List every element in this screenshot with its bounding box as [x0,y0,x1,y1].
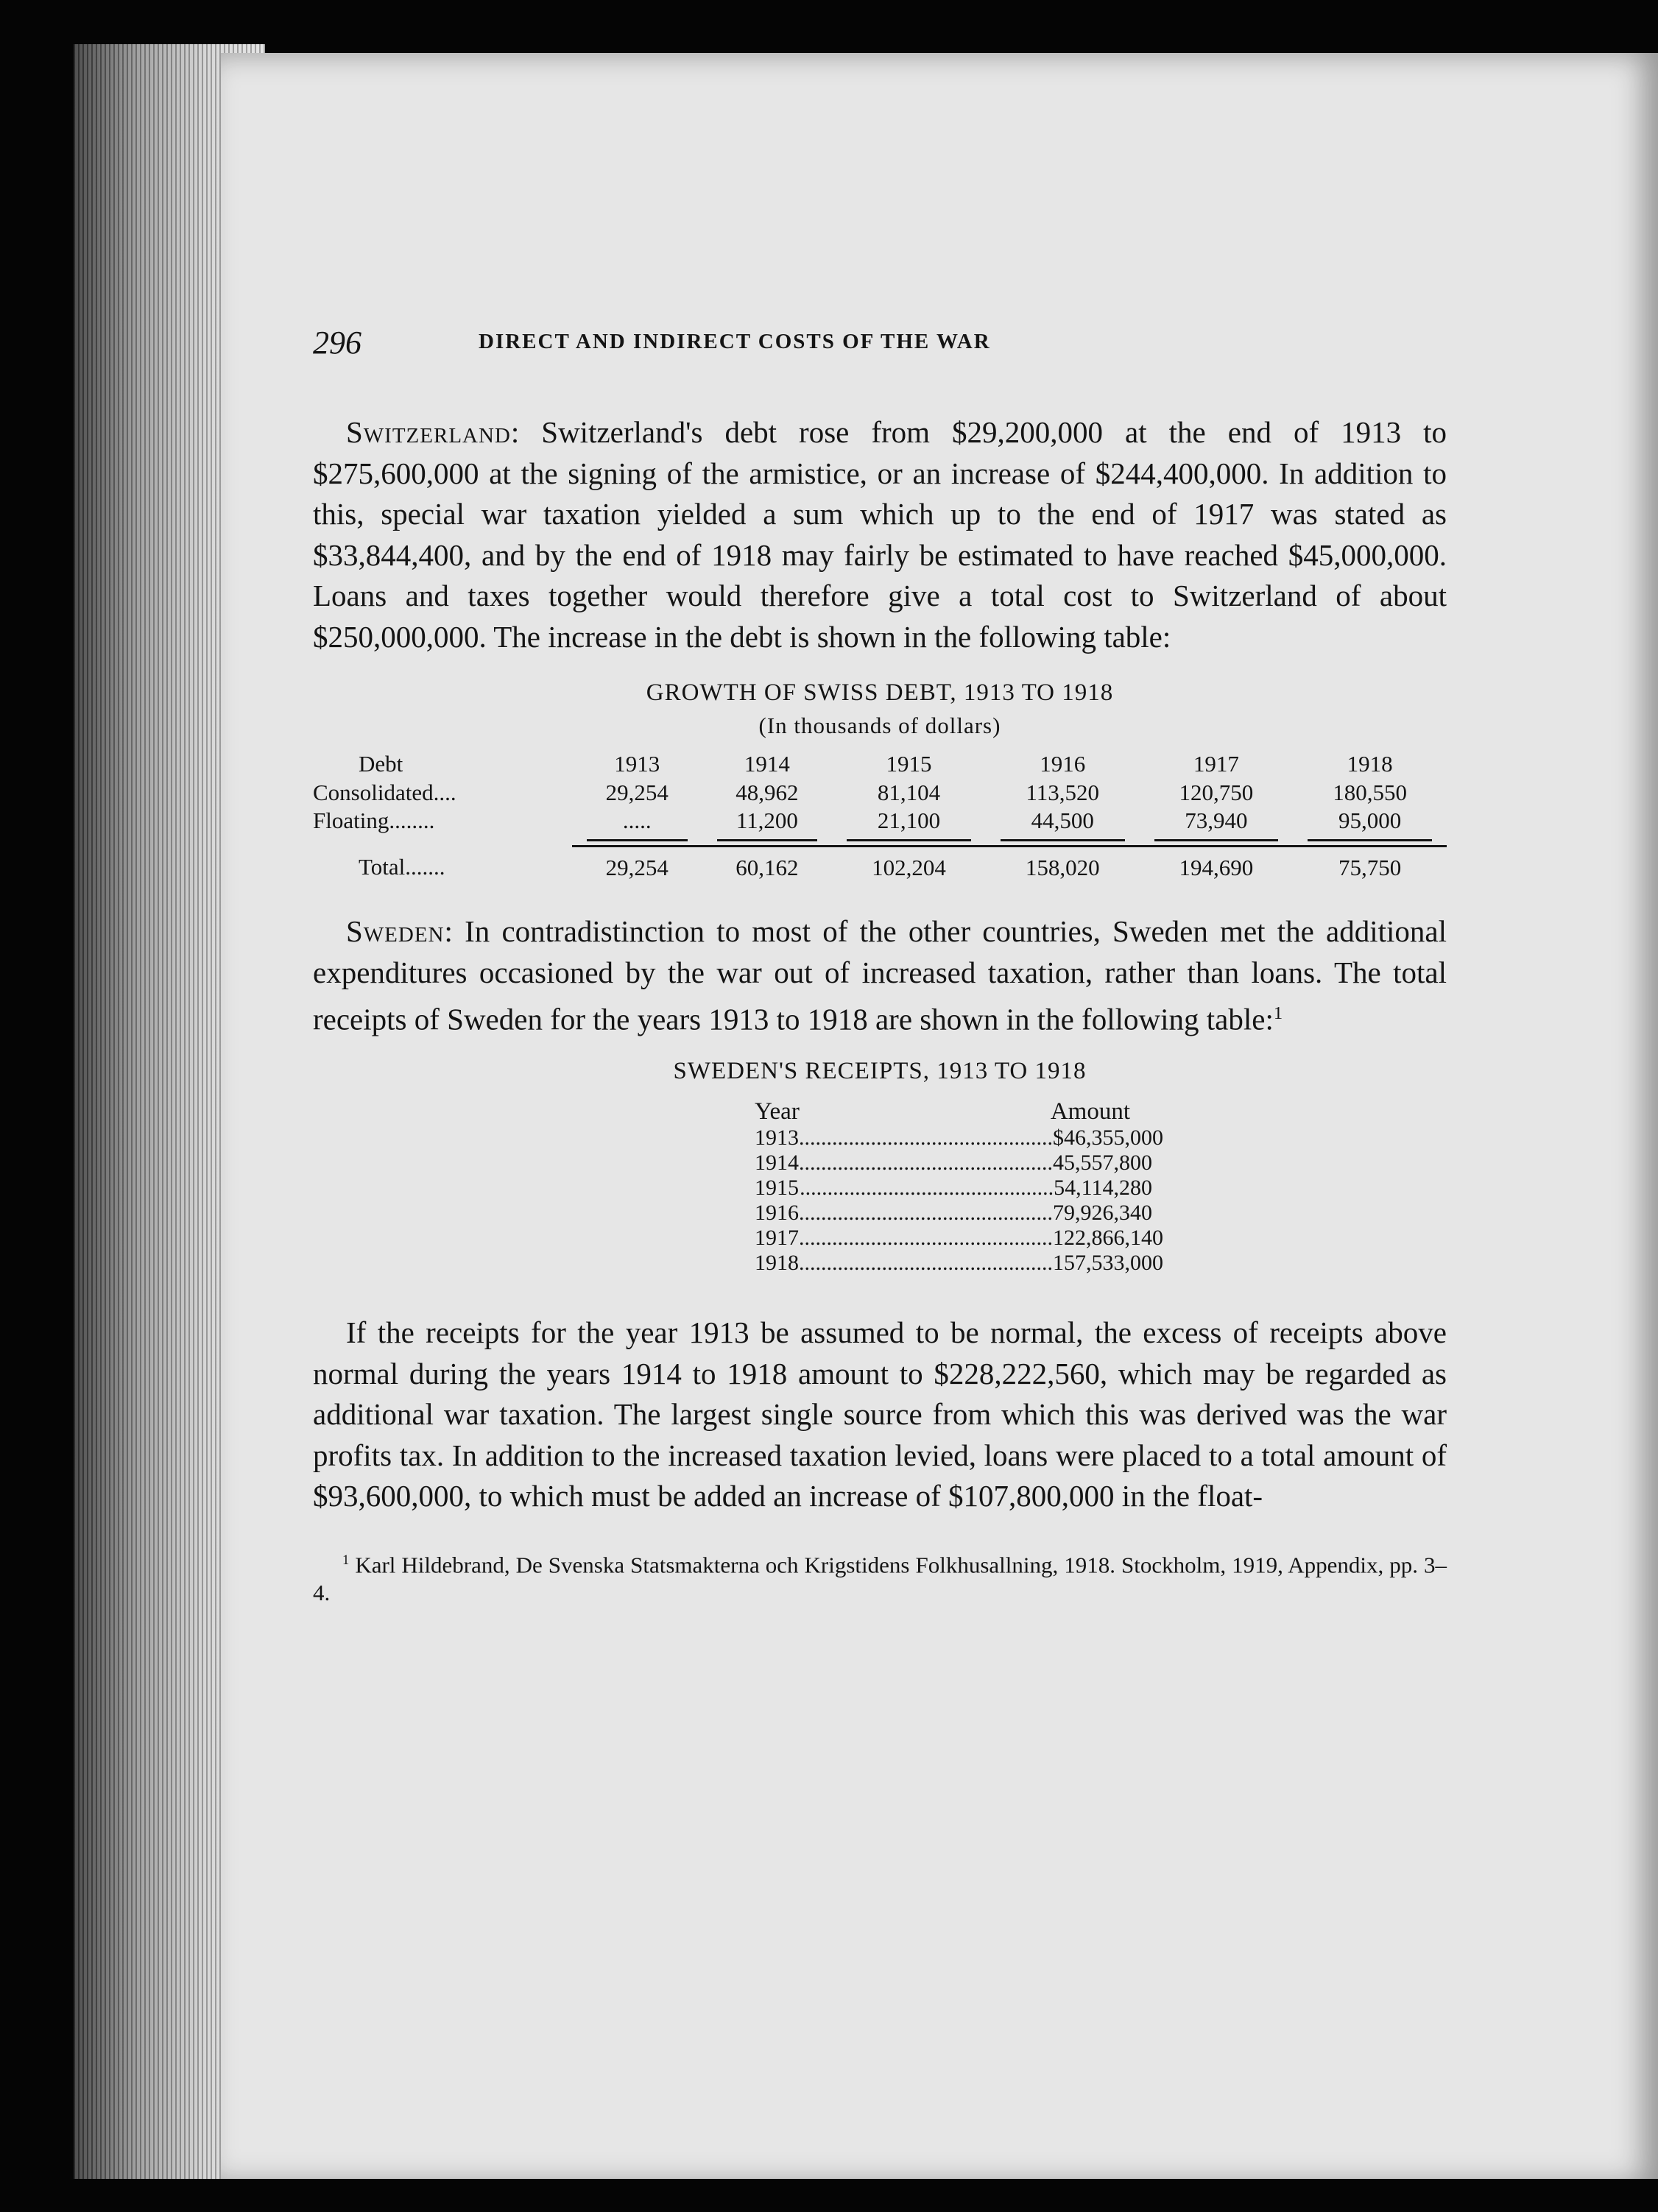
amount-cell: 157,533,000 [1053,1251,1163,1276]
amount-cell: 79,926,340 [1053,1201,1152,1226]
table-cell: 180,550 [1333,780,1407,805]
table-cell: 73,940 [1185,808,1248,833]
column-header: Year [755,1098,800,1126]
table-cell: 75,750 [1338,855,1402,880]
year-cell: 1916 [755,1201,799,1226]
column-header: Debt [359,751,403,777]
year-cell: 1915 [755,1176,799,1201]
scan-border [74,2179,1658,2212]
row-label: Total....... [359,854,445,880]
table-total-row [313,847,1447,883]
table-cell: 81,104 [877,780,941,805]
swiss-debt-table-title: GROWTH OF SWISS DEBT, 1913 TO 1918 [646,679,1114,706]
table-cell: 158,020 [1025,855,1100,880]
year-cell: 1913 [755,1126,799,1151]
table-header-row [313,749,1447,779]
year-cell: 1918 [755,1251,799,1276]
leader-dots: .............................................. [799,1251,1053,1276]
leader-dots: .............................................. [800,1176,1054,1201]
total-rule-row [313,835,1447,847]
table-row [755,1176,1152,1201]
footnote-text: Karl Hildebrand, De Svenska Statsmakterna och Krigstidens Folkhusallning, 1918. Stockholm, 1919, Appendix, pp. 3–4. [313,1551,1447,1605]
switzerland-heading: Switzerland [346,415,511,449]
swiss-debt-table [313,749,1447,882]
leader-dots: .............................................. [799,1201,1053,1226]
table-header-row [755,1098,1152,1126]
switzerland-paragraph [313,412,1447,657]
swiss-debt-table-subtitle: (In thousands of dollars) [758,713,1001,738]
table-row [755,1251,1163,1276]
sweden-receipts-table [755,1098,1163,1276]
table-cell: 29,254 [605,855,669,880]
column-header: 1914 [744,751,790,777]
footnote-reference: 1 [1273,1003,1283,1023]
sweden-receipts-table-title: SWEDEN'S RECEIPTS, 1913 TO 1918 [673,1058,1087,1085]
switzerland-text: : Switzerland's debt rose from $29,200,000 at the end of 1913 to $275,600,000 at the signing of the armistice, or an increase of $244,400,000. In addition to this, special war taxation yielded a sum which up to the end of 1917 was stated as $33,844,400, and by the end of 1918 may fairly be estimated to have reached $45,000,000. Loans and taxes together would therefore give a total cost to Switzerland of about $250,000,000. The increase in the debt is shown in the following table: [313,415,1447,654]
column-header: Amount [1050,1098,1130,1126]
table-row [313,779,1447,807]
table-cell: 113,520 [1026,780,1100,805]
table-row [755,1126,1163,1151]
page-header [313,324,1447,368]
leader-dots: .............................................. [799,1151,1053,1176]
amount-cell: 122,866,140 [1053,1226,1163,1251]
column-header: 1916 [1040,751,1086,777]
amount-cell: $46,355,000 [1053,1126,1163,1151]
column-header: 1915 [886,751,932,777]
footnote [313,1547,1447,1607]
sweden-paragraph [313,911,1447,1040]
table-row [755,1226,1163,1251]
leader-dots: .............................................. [799,1126,1053,1151]
amount-cell: 45,557,800 [1053,1151,1152,1176]
table-cell: 44,500 [1031,808,1094,833]
page-content [313,324,1447,1607]
leader-dots: .............................................. [799,1226,1053,1251]
table-cell: 29,254 [605,780,669,805]
running-head: DIRECT AND INDIRECT COSTS OF THE WAR [479,330,991,353]
page-number: 296 [313,325,361,361]
closing-paragraph: If the receipts for the year 1913 be assumed to be normal, the excess of receipts above normal during the years 1914 to 1918 amount to $228,222,560, which may be regarded as additional war taxation. The largest single source from which this was derived was the war profits tax. In addition to the increased taxation levied, loans were placed to a total amount of $93,600,000, to which must be added an increase of $107,800,000 in the float- [313,1315,1447,1513]
table-cell: 194,690 [1179,855,1254,880]
column-header: 1917 [1193,751,1239,777]
footnote-marker: 1 [342,1552,350,1568]
amount-cell: 54,114,280 [1054,1176,1152,1201]
table-cell: 11,200 [735,808,798,833]
table-cell: 60,162 [735,855,799,880]
sweden-heading: Sweden [346,914,445,948]
row-label: Floating........ [313,808,435,833]
column-header: 1913 [614,751,660,777]
column-header: 1918 [1347,751,1393,777]
table-cell: 95,000 [1338,808,1402,833]
table-cell: 21,100 [877,808,941,833]
row-label: Consolidated.... [313,780,456,805]
table-cell: 102,204 [872,855,946,880]
table-row [755,1151,1152,1176]
sweden-text: : In contradistinction to most of the other countries, Sweden met the additional expenditures occasioned by the war out of increased taxation, rather than loans. The total receipts of Sweden for the years 1913 to 1918 are shown in the following table: [313,914,1447,1036]
year-cell: 1917 [755,1226,799,1251]
table-cell: 120,750 [1179,780,1254,805]
table-row [755,1201,1152,1226]
table-row [313,807,1447,835]
table-cell: ..... [622,808,652,833]
table-cell: 48,962 [735,780,799,805]
year-cell: 1914 [755,1151,799,1176]
